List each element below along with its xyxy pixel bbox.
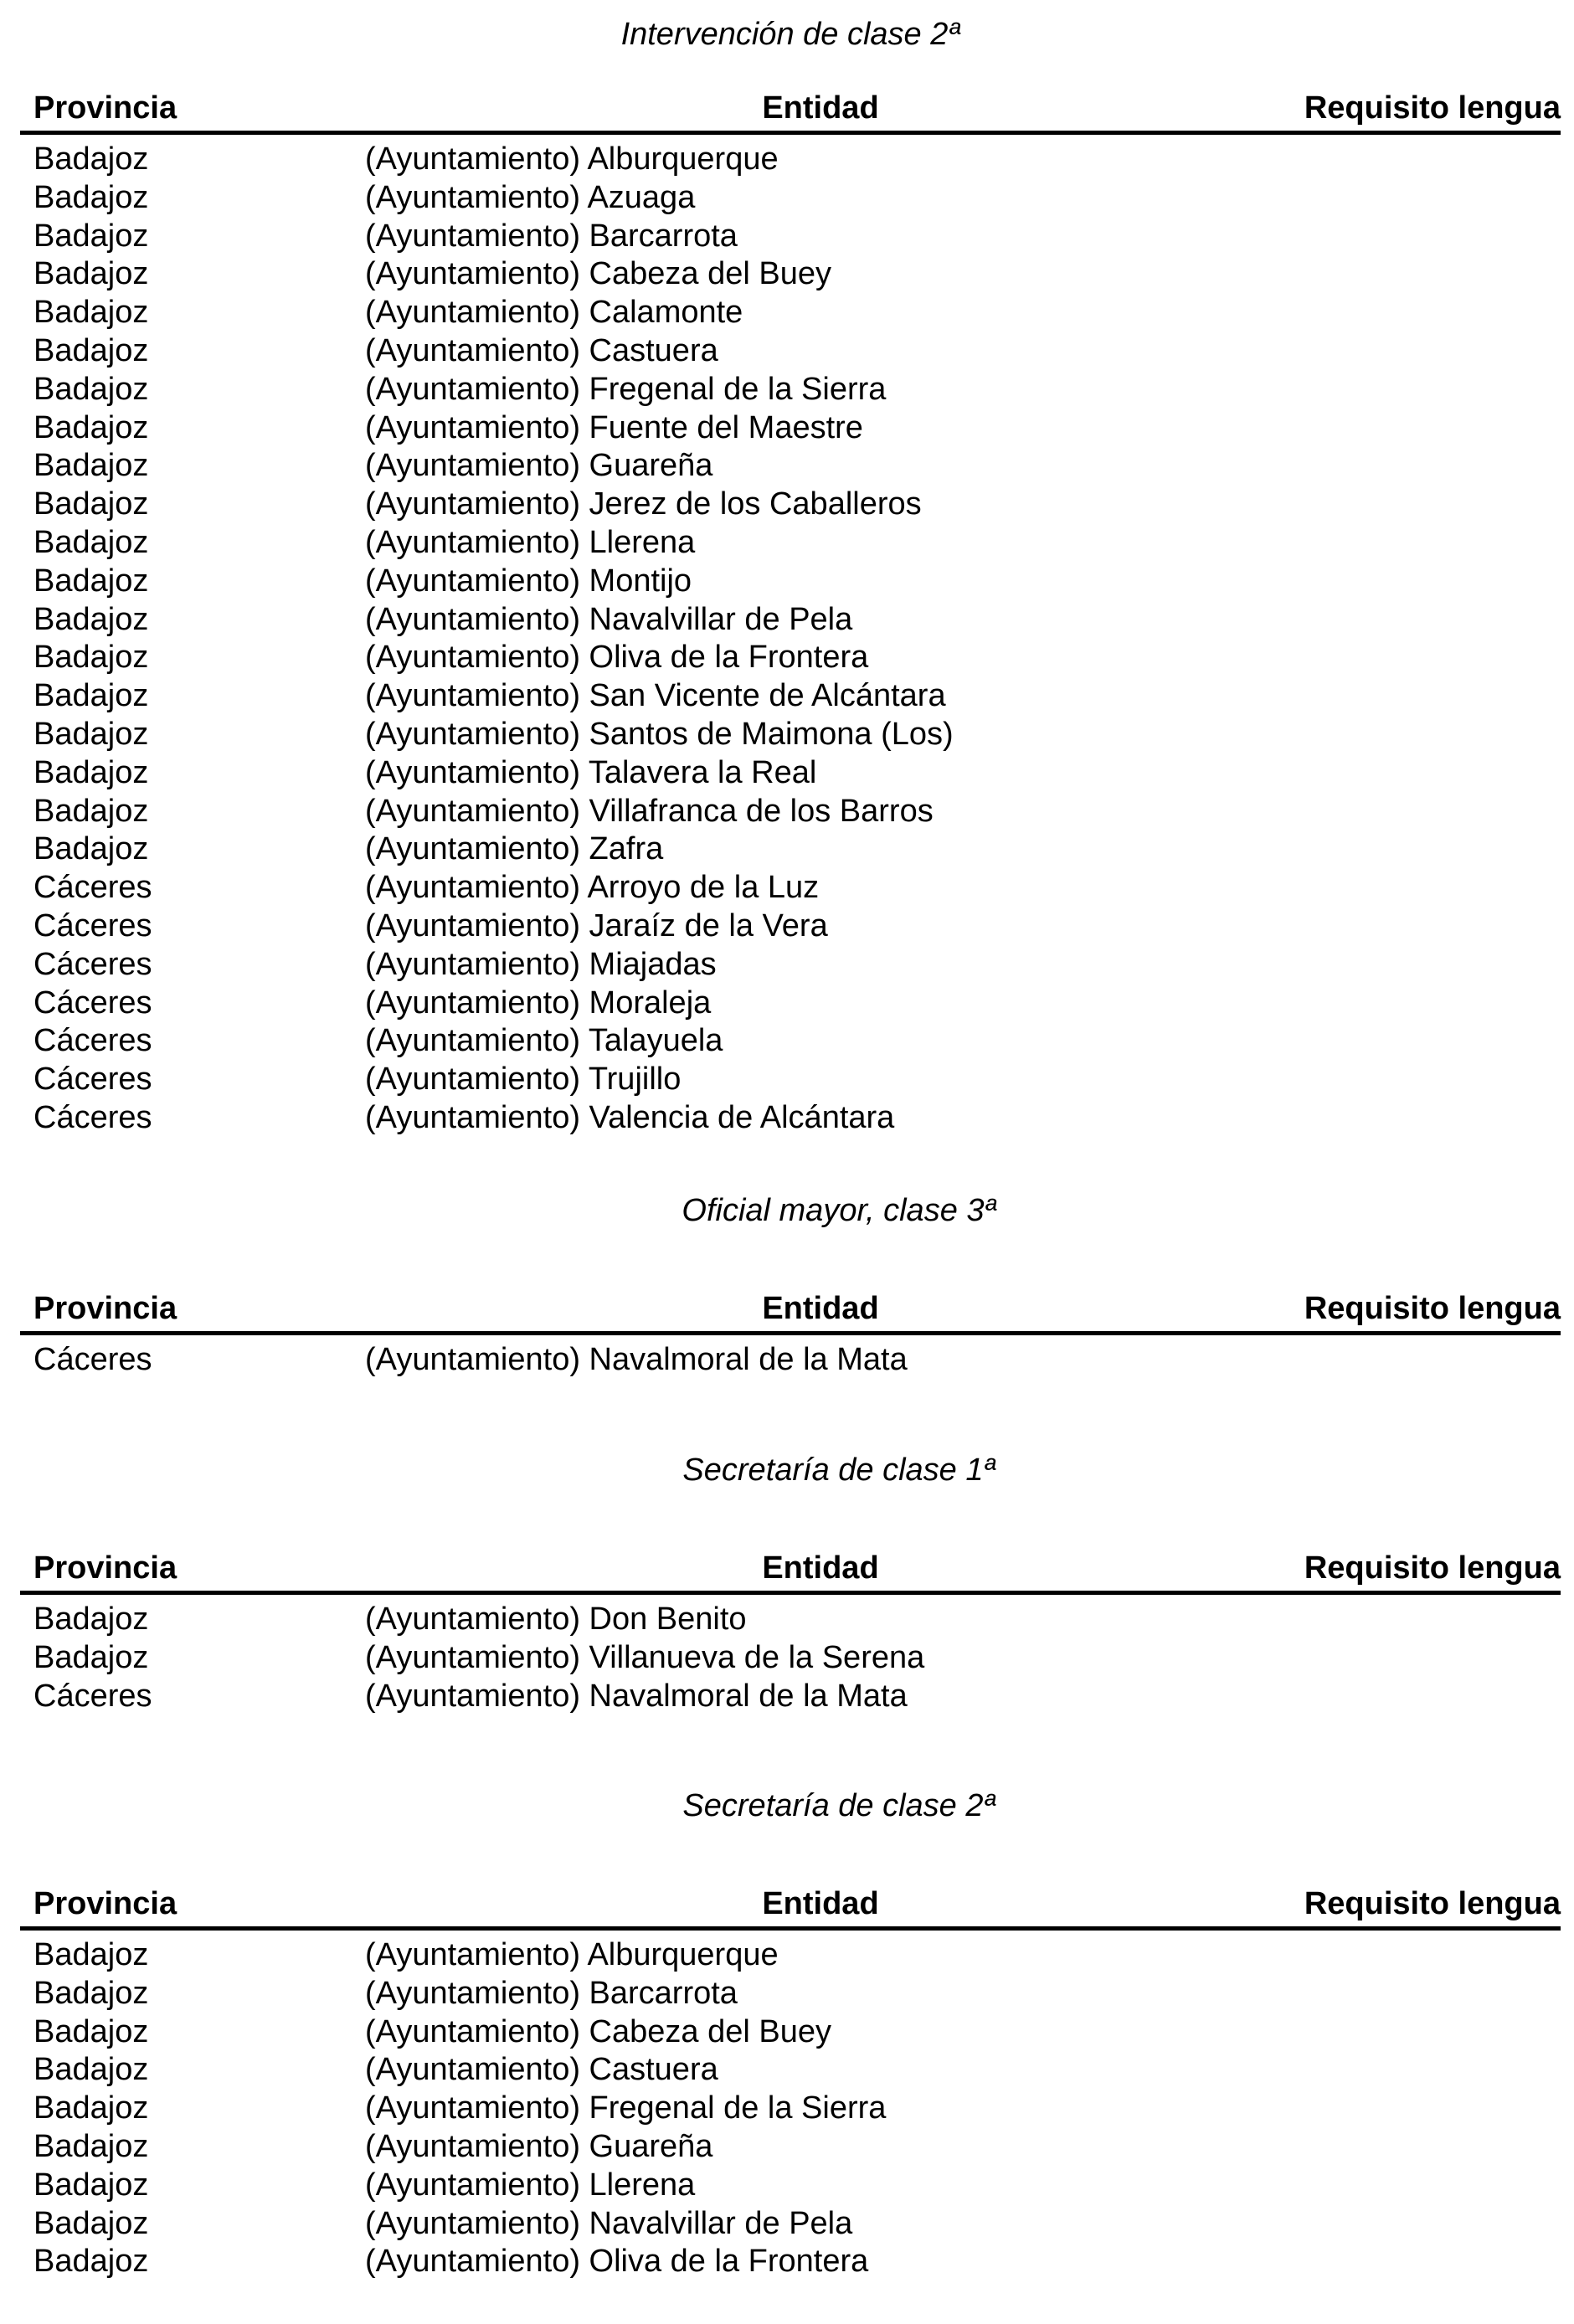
cell-entidad: (Ayuntamiento) Barcarrota	[365, 1975, 738, 2011]
table-row	[20, 677, 1561, 716]
header-entidad: Entidad	[762, 1550, 879, 1586]
header-entidad: Entidad	[762, 90, 879, 126]
cell-provincia: Badajoz	[33, 409, 149, 445]
cell-provincia: Badajoz	[33, 716, 149, 752]
section-title: Secretaría de clase 2ª	[682, 1788, 995, 1823]
table-row	[20, 294, 1561, 332]
cell-provincia: Cáceres	[33, 1099, 152, 1135]
cell-entidad: (Ayuntamiento) San Vicente de Alcántara	[365, 678, 946, 714]
section-title: Oficial mayor, clase 3ª	[682, 1193, 996, 1228]
cell-provincia: Badajoz	[33, 2052, 149, 2088]
cell-provincia: Badajoz	[33, 141, 149, 177]
cell-provincia: Badajoz	[33, 601, 149, 637]
section-title: Secretaría de clase 1ª	[682, 1452, 995, 1488]
cell-entidad: (Ayuntamiento) Fregenal de la Sierra	[365, 371, 887, 407]
cell-provincia: Badajoz	[33, 218, 149, 254]
table-row	[20, 601, 1561, 640]
header-rule	[20, 1926, 1561, 1931]
table-body	[20, 1936, 1561, 2281]
cell-entidad: (Ayuntamiento) Guareña	[365, 2128, 713, 2164]
table-row	[20, 754, 1561, 793]
cell-provincia: Badajoz	[33, 524, 149, 560]
table-row	[20, 218, 1561, 256]
table-row	[20, 1341, 1561, 1380]
table-row	[20, 486, 1561, 524]
cell-entidad: (Ayuntamiento) Fregenal de la Sierra	[365, 2090, 887, 2126]
cell-provincia: Badajoz	[33, 793, 149, 829]
cell-provincia: Badajoz	[33, 256, 149, 292]
cell-provincia: Badajoz	[33, 640, 149, 676]
cell-provincia: Cáceres	[33, 1023, 152, 1059]
cell-provincia: Cáceres	[33, 1342, 152, 1377]
table-row	[20, 716, 1561, 754]
cell-entidad: (Ayuntamiento) Trujillo	[365, 1062, 682, 1098]
table-row	[20, 2205, 1561, 2244]
table-row	[20, 1678, 1561, 1716]
cell-entidad: (Ayuntamiento) Oliva de la Frontera	[365, 2244, 869, 2280]
table-header	[20, 1289, 1561, 1328]
cell-entidad: (Ayuntamiento) Llerena	[365, 2167, 696, 2203]
cell-entidad: (Ayuntamiento) Cabeza del Buey	[365, 2013, 831, 2049]
cell-provincia: Badajoz	[33, 2090, 149, 2126]
table-body	[20, 1601, 1561, 1715]
cell-entidad: (Ayuntamiento) Guareña	[365, 448, 713, 484]
table-row	[20, 409, 1561, 448]
header-rule	[20, 131, 1561, 135]
cell-entidad: (Ayuntamiento) Barcarrota	[365, 218, 738, 254]
header-entidad: Entidad	[762, 1291, 879, 1326]
cell-entidad: (Ayuntamiento) Alburquerque	[365, 141, 779, 177]
cell-entidad: (Ayuntamiento) Castuera	[365, 332, 718, 368]
cell-entidad: (Ayuntamiento) Miajadas	[365, 946, 717, 982]
cell-entidad: (Ayuntamiento) Castuera	[365, 2052, 718, 2088]
table-row	[20, 830, 1561, 869]
cell-provincia: Badajoz	[33, 1639, 149, 1675]
header-requisito-lengua: Requisito lengua	[1304, 1550, 1561, 1586]
table-body	[20, 141, 1561, 1138]
cell-provincia: Badajoz	[33, 179, 149, 215]
cell-provincia: Badajoz	[33, 2013, 149, 2049]
cell-provincia: Badajoz	[33, 448, 149, 484]
cell-provincia: Cáceres	[33, 946, 152, 982]
header-requisito-lengua: Requisito lengua	[1304, 1291, 1561, 1326]
cell-provincia: Badajoz	[33, 831, 149, 867]
cell-provincia: Badajoz	[33, 2167, 149, 2203]
table-row	[20, 946, 1561, 985]
table-row	[20, 869, 1561, 907]
table-row	[20, 793, 1561, 831]
table-row	[20, 255, 1561, 294]
table-header	[20, 1549, 1561, 1587]
cell-provincia: Badajoz	[33, 371, 149, 407]
cell-entidad: (Ayuntamiento) Villafranca de los Barros	[365, 793, 934, 829]
cell-provincia: Badajoz	[33, 2205, 149, 2241]
table-row	[20, 141, 1561, 179]
cell-provincia: Cáceres	[33, 870, 152, 906]
table-row	[20, 1975, 1561, 2013]
table-row	[20, 639, 1561, 677]
cell-entidad: (Ayuntamiento) Llerena	[365, 524, 696, 560]
cell-provincia: Badajoz	[33, 1602, 149, 1637]
table-row	[20, 2051, 1561, 2090]
cell-provincia: Cáceres	[33, 1678, 152, 1714]
cell-provincia: Badajoz	[33, 754, 149, 790]
table-row	[20, 179, 1561, 218]
table-row	[20, 2090, 1561, 2128]
table-row	[20, 1601, 1561, 1639]
table-row	[20, 2243, 1561, 2281]
table-row	[20, 1936, 1561, 1975]
cell-entidad: (Ayuntamiento) Alburquerque	[365, 1937, 779, 1972]
cell-entidad: (Ayuntamiento) Cabeza del Buey	[365, 256, 831, 292]
table-row	[20, 1099, 1561, 1138]
table-header	[20, 1884, 1561, 1923]
header-provincia: Provincia	[33, 1550, 177, 1586]
table-row	[20, 1061, 1561, 1099]
table-header	[20, 89, 1561, 127]
table-row	[20, 2167, 1561, 2205]
table-row	[20, 524, 1561, 563]
section-title: Intervención de clase 2ª	[620, 17, 960, 52]
cell-provincia: Badajoz	[33, 295, 149, 331]
cell-provincia: Badajoz	[33, 486, 149, 522]
table-body	[20, 1341, 1561, 1380]
cell-entidad: (Ayuntamiento) Don Benito	[365, 1602, 747, 1637]
cell-entidad: (Ayuntamiento) Montijo	[365, 563, 692, 599]
header-provincia: Provincia	[33, 1291, 177, 1326]
table-row	[20, 2013, 1561, 2052]
cell-entidad: (Ayuntamiento) Zafra	[365, 831, 664, 867]
cell-provincia: Badajoz	[33, 332, 149, 368]
cell-entidad: (Ayuntamiento) Moraleja	[365, 985, 712, 1021]
header-requisito-lengua: Requisito lengua	[1304, 1886, 1561, 1921]
cell-entidad: (Ayuntamiento) Fuente del Maestre	[365, 409, 863, 445]
cell-provincia: Badajoz	[33, 678, 149, 714]
table-row	[20, 447, 1561, 486]
cell-entidad: (Ayuntamiento) Valencia de Alcántara	[365, 1099, 895, 1135]
header-entidad: Entidad	[762, 1886, 879, 1921]
table-row	[20, 1022, 1561, 1061]
cell-entidad: (Ayuntamiento) Calamonte	[365, 295, 743, 331]
table-row	[20, 332, 1561, 371]
cell-provincia: Badajoz	[33, 2244, 149, 2280]
cell-provincia: Badajoz	[33, 1937, 149, 1972]
cell-entidad: (Ayuntamiento) Talayuela	[365, 1023, 723, 1059]
header-provincia: Provincia	[33, 90, 177, 126]
cell-entidad: (Ayuntamiento) Arroyo de la Luz	[365, 870, 820, 906]
cell-entidad: (Ayuntamiento) Navalvillar de Pela	[365, 601, 853, 637]
cell-entidad: (Ayuntamiento) Navalvillar de Pela	[365, 2205, 853, 2241]
header-requisito-lengua: Requisito lengua	[1304, 90, 1561, 126]
cell-entidad: (Ayuntamiento) Jaraíz de la Vera	[365, 907, 828, 943]
table-row	[20, 985, 1561, 1023]
cell-entidad: (Ayuntamiento) Talavera la Real	[365, 754, 817, 790]
header-provincia: Provincia	[33, 1886, 177, 1921]
table-row	[20, 1639, 1561, 1678]
table-row	[20, 371, 1561, 409]
header-rule	[20, 1331, 1561, 1335]
cell-entidad: (Ayuntamiento) Santos de Maimona (Los)	[365, 716, 954, 752]
cell-provincia: Cáceres	[33, 1062, 152, 1098]
cell-provincia: Badajoz	[33, 1975, 149, 2011]
header-rule	[20, 1591, 1561, 1595]
cell-entidad: (Ayuntamiento) Navalmoral de la Mata	[365, 1678, 908, 1714]
cell-entidad: (Ayuntamiento) Azuaga	[365, 179, 696, 215]
cell-provincia: Cáceres	[33, 907, 152, 943]
table-row	[20, 563, 1561, 601]
cell-provincia: Badajoz	[33, 563, 149, 599]
cell-entidad: (Ayuntamiento) Jerez de los Caballeros	[365, 486, 922, 522]
cell-entidad: (Ayuntamiento) Villanueva de la Serena	[365, 1639, 925, 1675]
table-row	[20, 2128, 1561, 2167]
table-row	[20, 907, 1561, 946]
cell-provincia: Cáceres	[33, 985, 152, 1021]
cell-provincia: Badajoz	[33, 2128, 149, 2164]
cell-entidad: (Ayuntamiento) Navalmoral de la Mata	[365, 1342, 908, 1377]
cell-entidad: (Ayuntamiento) Oliva de la Frontera	[365, 640, 869, 676]
